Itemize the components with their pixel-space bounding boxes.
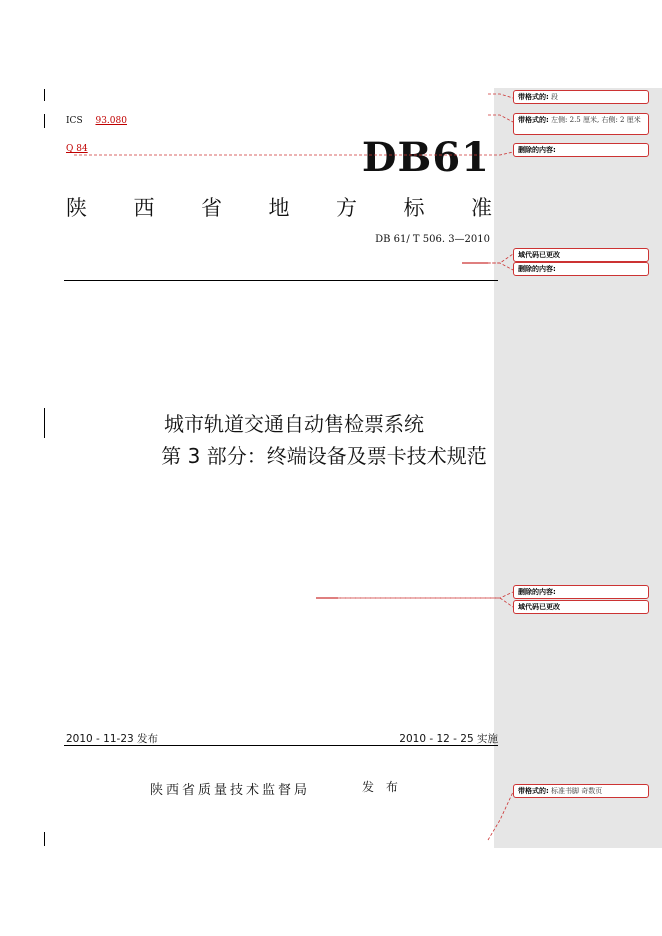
revision-balloon[interactable] [513, 262, 649, 276]
revision-balloon[interactable] [513, 143, 649, 157]
document-title: 城市轨道交通自动售检票系统 [164, 412, 424, 436]
revision-balloon[interactable] [513, 113, 649, 135]
standard-type-char: 陕 [66, 196, 87, 220]
revision-balloon[interactable] [513, 784, 649, 798]
revision-label: 删除的内容: [518, 588, 556, 596]
revision-label: 带格式的: [518, 93, 549, 101]
revision-label: 域代码已更改 [518, 251, 560, 259]
ccs-code: Q 84 [66, 144, 88, 154]
standard-type-char: 地 [268, 196, 290, 220]
standard-type-char: 准 [471, 196, 492, 220]
ics-code: 93.080 [95, 116, 127, 126]
revision-label: 删除的内容: [518, 265, 556, 273]
standard-type-char: 西 [133, 196, 155, 220]
document-subtitle: 第 3 部分：终端设备及票卡技术规范 [161, 444, 487, 468]
standard-number: DB 61/ T 506. 3—2010 [375, 234, 490, 245]
revision-label: 带格式的: [518, 116, 549, 124]
revision-label: 带格式的: [518, 787, 549, 795]
implement-date: 2010 - 12 - 25 实施 [399, 733, 498, 745]
revision-balloon[interactable] [513, 585, 649, 599]
standard-type-char: 省 [201, 196, 222, 220]
revision-value: 段 [551, 93, 559, 101]
revision-balloon[interactable] [513, 600, 649, 614]
standard-type-char: 方 [336, 196, 357, 220]
ics-label: ICS [66, 116, 83, 126]
publish-date: 2010 - 11-23 发布 [66, 733, 159, 745]
standard-logo: DB61 [361, 134, 490, 181]
issuer-action: 发 布 [362, 780, 402, 794]
revision-value: 左侧: 2.5 厘米, 右侧: 2 厘米 [551, 116, 641, 124]
revision-balloon[interactable] [513, 90, 649, 104]
revision-balloon[interactable] [513, 248, 649, 262]
revision-label: 删除的内容: [518, 146, 556, 154]
standard-type-char: 标 [403, 196, 425, 220]
revision-label: 域代码已更改 [518, 603, 560, 611]
revision-value: 标准书脚 奇数页 [551, 787, 603, 795]
issuing-authority: 陕西省质量技术监督局 [150, 783, 311, 798]
